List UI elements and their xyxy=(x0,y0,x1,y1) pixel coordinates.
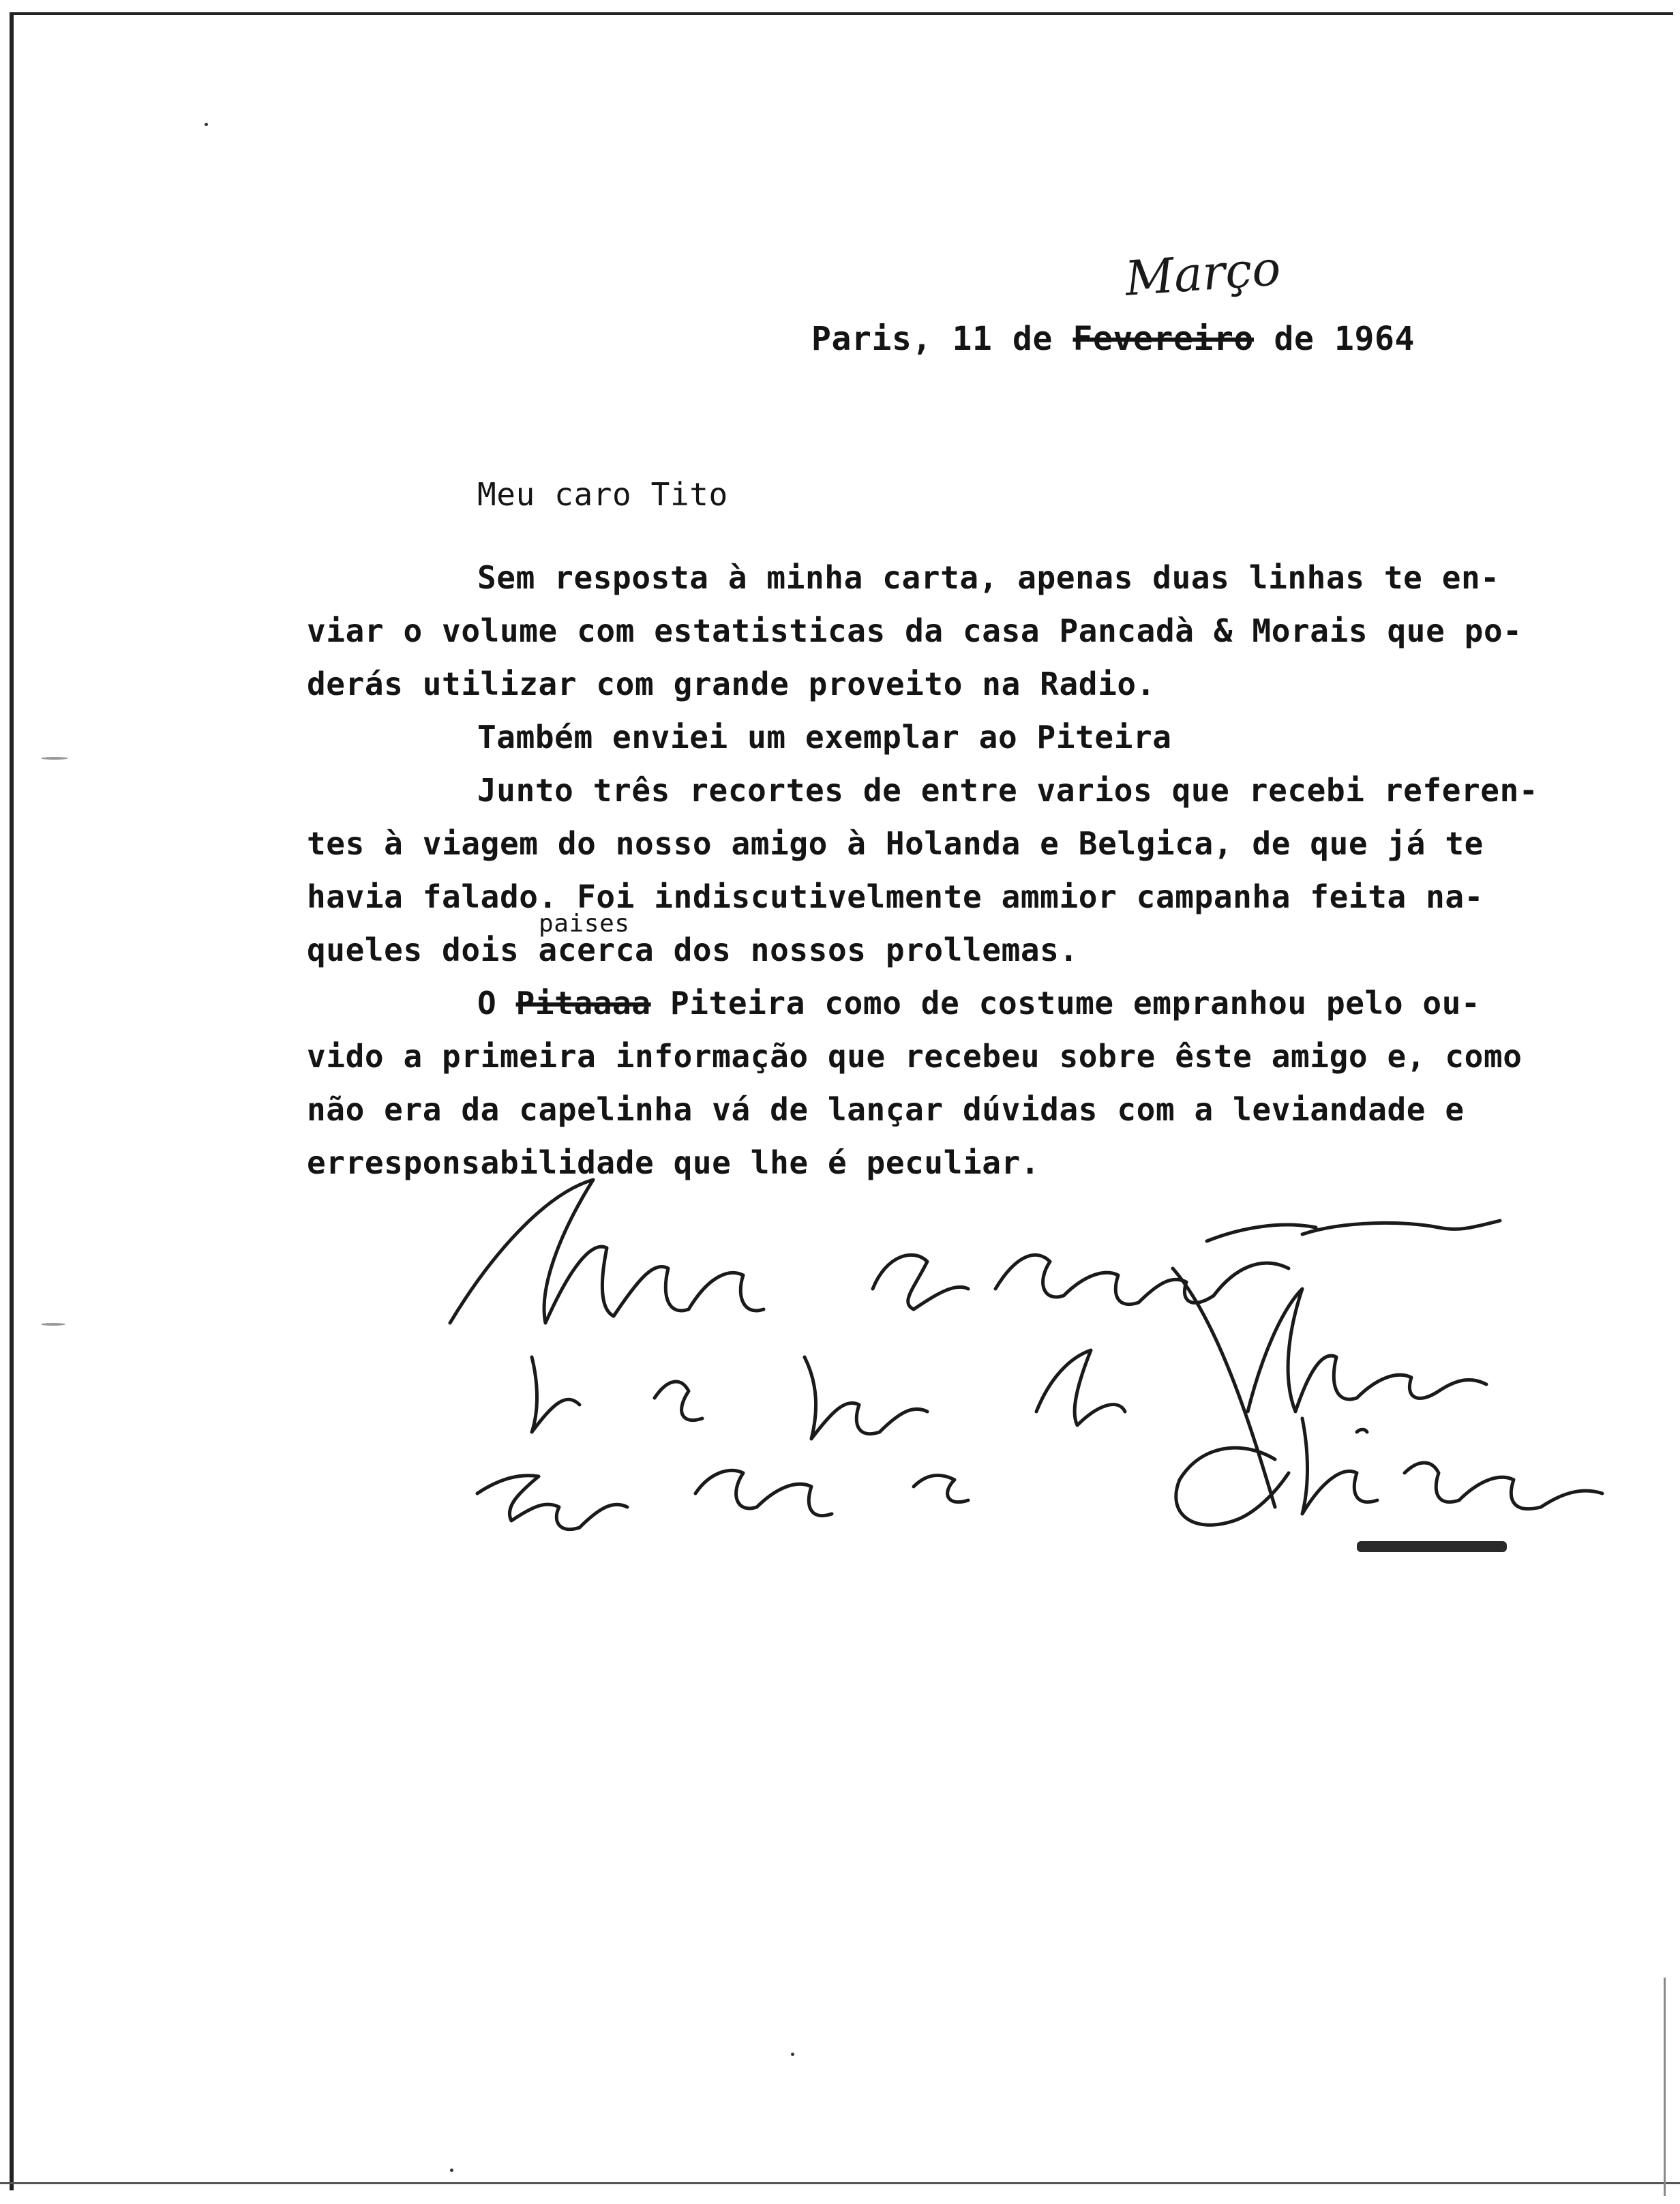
paragraph4-rest: Piteira como de costume empranhou pelo ou- xyxy=(650,985,1481,1022)
paragraph1-line1: Sem resposta à minha carta, apenas duas linhas te en- xyxy=(477,559,1500,596)
paragraph2: Também enviei um exemplar ao Piteira xyxy=(477,719,1172,756)
paragraph4-line4: erresponsabilidade que lhe é peculiar. xyxy=(307,1144,1040,1181)
stamp-mark xyxy=(1357,1541,1507,1552)
paragraph1-line2: viar o volume com estatisticas da casa Pancadà & Morais que po- xyxy=(307,612,1522,649)
paragraph4-line3: não era da capelinha vá de lançar dúvidas com a leviandade e xyxy=(307,1091,1465,1128)
scan-speck xyxy=(791,2053,794,2056)
scan-speck xyxy=(41,1323,65,1326)
date-line xyxy=(811,315,1415,363)
date-suffix: de 1964 xyxy=(1253,320,1415,358)
paragraph3-line1: Junto três recortes de entre varios que recebi referen- xyxy=(477,772,1539,809)
paragraph4-line2: vido a primeira informação que recebeu sobre êste amigo e, como xyxy=(307,1038,1522,1075)
scan-speck xyxy=(450,2169,453,2172)
paragraph4-struck: Pitaaaa xyxy=(515,985,651,1022)
paper-right-edge xyxy=(1664,1978,1666,2196)
scan-speck xyxy=(205,123,208,126)
paper-top-edge xyxy=(10,12,1673,15)
handwritten-signature xyxy=(436,1152,1636,1575)
paragraph4-start: O xyxy=(477,985,516,1022)
paragraph3-line3: havia falado. Foi indiscutivelmente ammior campanha feita na- xyxy=(307,878,1484,915)
paper-left-edge xyxy=(10,15,14,2190)
paragraph4-line1 xyxy=(477,979,1480,1027)
date-prefix: Paris, 11 de xyxy=(811,320,1073,358)
paper-bottom-edge xyxy=(0,2182,1680,2184)
date-struck-month: Fevereiro xyxy=(1072,320,1254,358)
paragraph1-line3: derás utilizar com grande proveito na Radio. xyxy=(307,666,1156,702)
salutation: Meu caro Tito xyxy=(477,476,728,513)
scan-speck xyxy=(41,757,68,760)
handwritten-month: Março xyxy=(1123,240,1282,307)
paragraph3-line2: tes à viagem do nosso amigo à Holanda e Belgica, de que já te xyxy=(307,825,1484,862)
paragraph3-line4: queles dois acerca dos nossos prollemas. xyxy=(307,932,1079,968)
insertion-above: paises xyxy=(539,910,630,938)
